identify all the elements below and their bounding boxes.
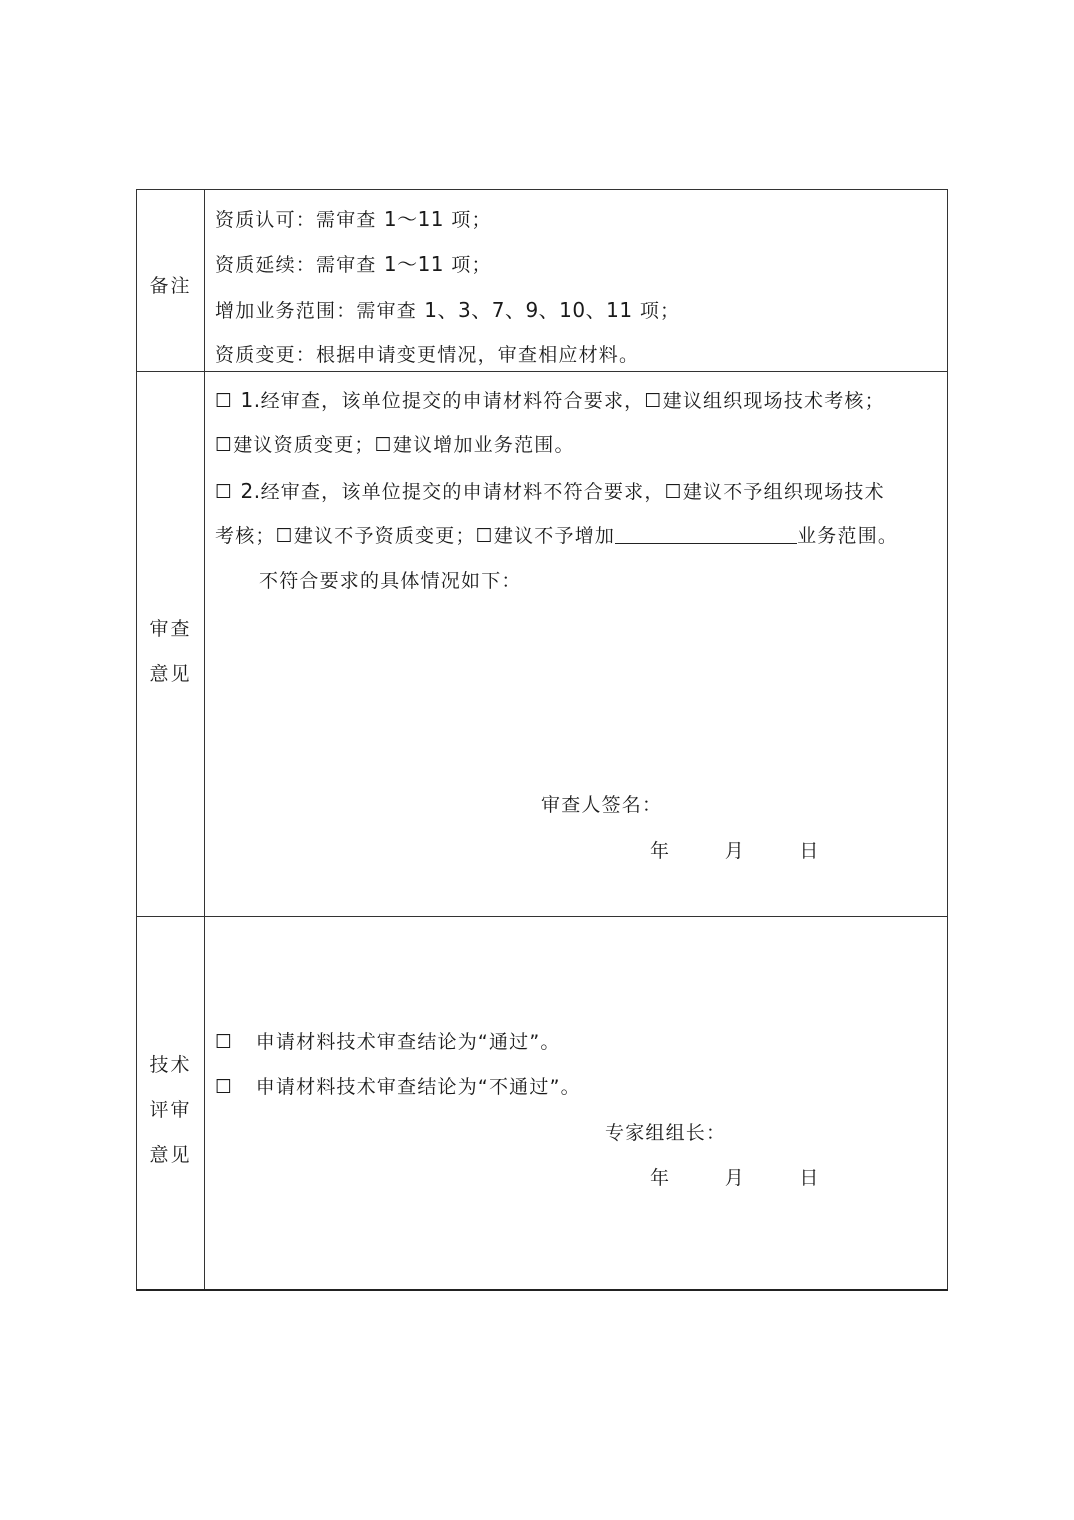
remarks-line-3	[215, 295, 680, 326]
not-scope-label-post: 业务范围。	[797, 525, 899, 547]
scope-blank-field[interactable]	[615, 521, 797, 544]
remarks-line-3-post: 项；	[639, 300, 681, 322]
not-scope-label-pre: 建议不予增加	[493, 525, 616, 547]
not-onsite-checkbox[interactable]: ☐	[664, 481, 683, 503]
tech-pass-label: 申请材料技术审查结论为“通过”。	[255, 1031, 561, 1053]
not-change-checkbox[interactable]: ☐	[275, 525, 294, 547]
review-option-1-checkbox[interactable]: ☐	[215, 390, 234, 412]
review-label	[137, 607, 204, 697]
recommend-change-checkbox[interactable]: ☐	[215, 434, 234, 456]
recommend-change-label: 建议资质变更；	[233, 434, 375, 456]
reviewer-signature-label: 审查人签名：	[541, 794, 663, 816]
recommend-scope-checkbox[interactable]: ☐	[374, 434, 393, 456]
remarks-line-2-post: 项；	[451, 254, 492, 276]
review-option-2-text: 经审查，该单位提交的申请材料不符合要求，	[260, 481, 665, 503]
tech-fail-checkbox[interactable]: ☐	[215, 1076, 234, 1098]
recommend-onsite-label: 建议组织现场技术考核；	[662, 390, 885, 412]
expert-leader-label: 专家组组长：	[605, 1122, 727, 1144]
review-option-2-num: 2.	[240, 479, 261, 503]
remarks-label-cell	[137, 190, 205, 372]
tech-review-row	[137, 917, 948, 1290]
tech-date-day: 日	[799, 1167, 820, 1189]
remarks-line-3-num: 1、3、7、9、10、11	[424, 298, 633, 322]
not-onsite-label-part1: 建议不予组织现场技术	[682, 481, 885, 503]
tech-review-label-line-3: 意见	[149, 1144, 192, 1166]
remarks-line-2-num: 1～11	[383, 252, 445, 276]
remarks-line-3-pre: 增加业务范围：需审查	[215, 300, 418, 322]
remarks-line-1-pre: 资质认可：需审查	[215, 209, 377, 231]
review-option-2-checkbox[interactable]: ☐	[215, 481, 234, 503]
tech-review-content-cell	[205, 917, 948, 1290]
tech-review-label-line-1: 技术	[149, 1054, 192, 1076]
not-onsite-label-part2: 考核；	[215, 525, 276, 547]
review-date-day: 日	[799, 840, 820, 862]
review-date	[650, 836, 820, 866]
review-option-1	[215, 385, 885, 416]
remarks-line-1-num: 1～11	[383, 207, 445, 231]
review-option-2	[215, 476, 885, 507]
tech-review-date	[650, 1163, 820, 1193]
review-option-1-line-2	[215, 430, 575, 460]
remarks-line-4	[215, 340, 639, 370]
tech-pass-checkbox[interactable]: ☐	[215, 1031, 234, 1053]
remarks-line-2-pre: 资质延续：需审查	[215, 254, 377, 276]
tech-option-pass	[215, 1027, 561, 1057]
review-content-cell	[205, 372, 948, 917]
tech-fail-label: 申请材料技术审查结论为“不通过”。	[255, 1076, 581, 1098]
tech-date-year: 年	[650, 1167, 671, 1189]
remarks-line-4-pre: 资质变更：根据申请变更情况，审查相应材料。	[215, 344, 640, 366]
remarks-row	[137, 190, 948, 372]
review-date-month: 月	[724, 840, 745, 862]
tech-review-label-line-2: 评审	[149, 1099, 192, 1121]
review-option-1-num: 1.	[240, 388, 261, 412]
review-form-table	[136, 189, 948, 1291]
not-scope-checkbox[interactable]: ☐	[475, 525, 494, 547]
remarks-content-cell	[205, 190, 948, 372]
remarks-label: 备注	[149, 275, 192, 297]
remarks-line-2	[215, 249, 492, 280]
review-date-year: 年	[650, 840, 671, 862]
recommend-onsite-checkbox[interactable]: ☐	[644, 390, 663, 412]
not-change-label: 建议不予资质变更；	[293, 525, 476, 547]
review-label-line-1: 审查	[149, 618, 192, 640]
review-label-line-2: 意见	[149, 663, 192, 685]
details-label: 不符合要求的具体情况如下：	[259, 570, 522, 592]
review-option-2-line-2	[215, 521, 898, 551]
review-option-1-text: 经审查，该单位提交的申请材料符合要求，	[260, 390, 645, 412]
remarks-line-1-post: 项；	[451, 209, 492, 231]
recommend-scope-label: 建议增加业务范围。	[392, 434, 575, 456]
review-opinion-row	[137, 372, 948, 917]
tech-review-label	[137, 1043, 204, 1178]
tech-review-label-cell	[137, 917, 205, 1290]
review-label-cell	[137, 372, 205, 917]
tech-date-month: 月	[724, 1167, 745, 1189]
remarks-line-1	[215, 204, 492, 235]
tech-option-fail	[215, 1072, 581, 1102]
